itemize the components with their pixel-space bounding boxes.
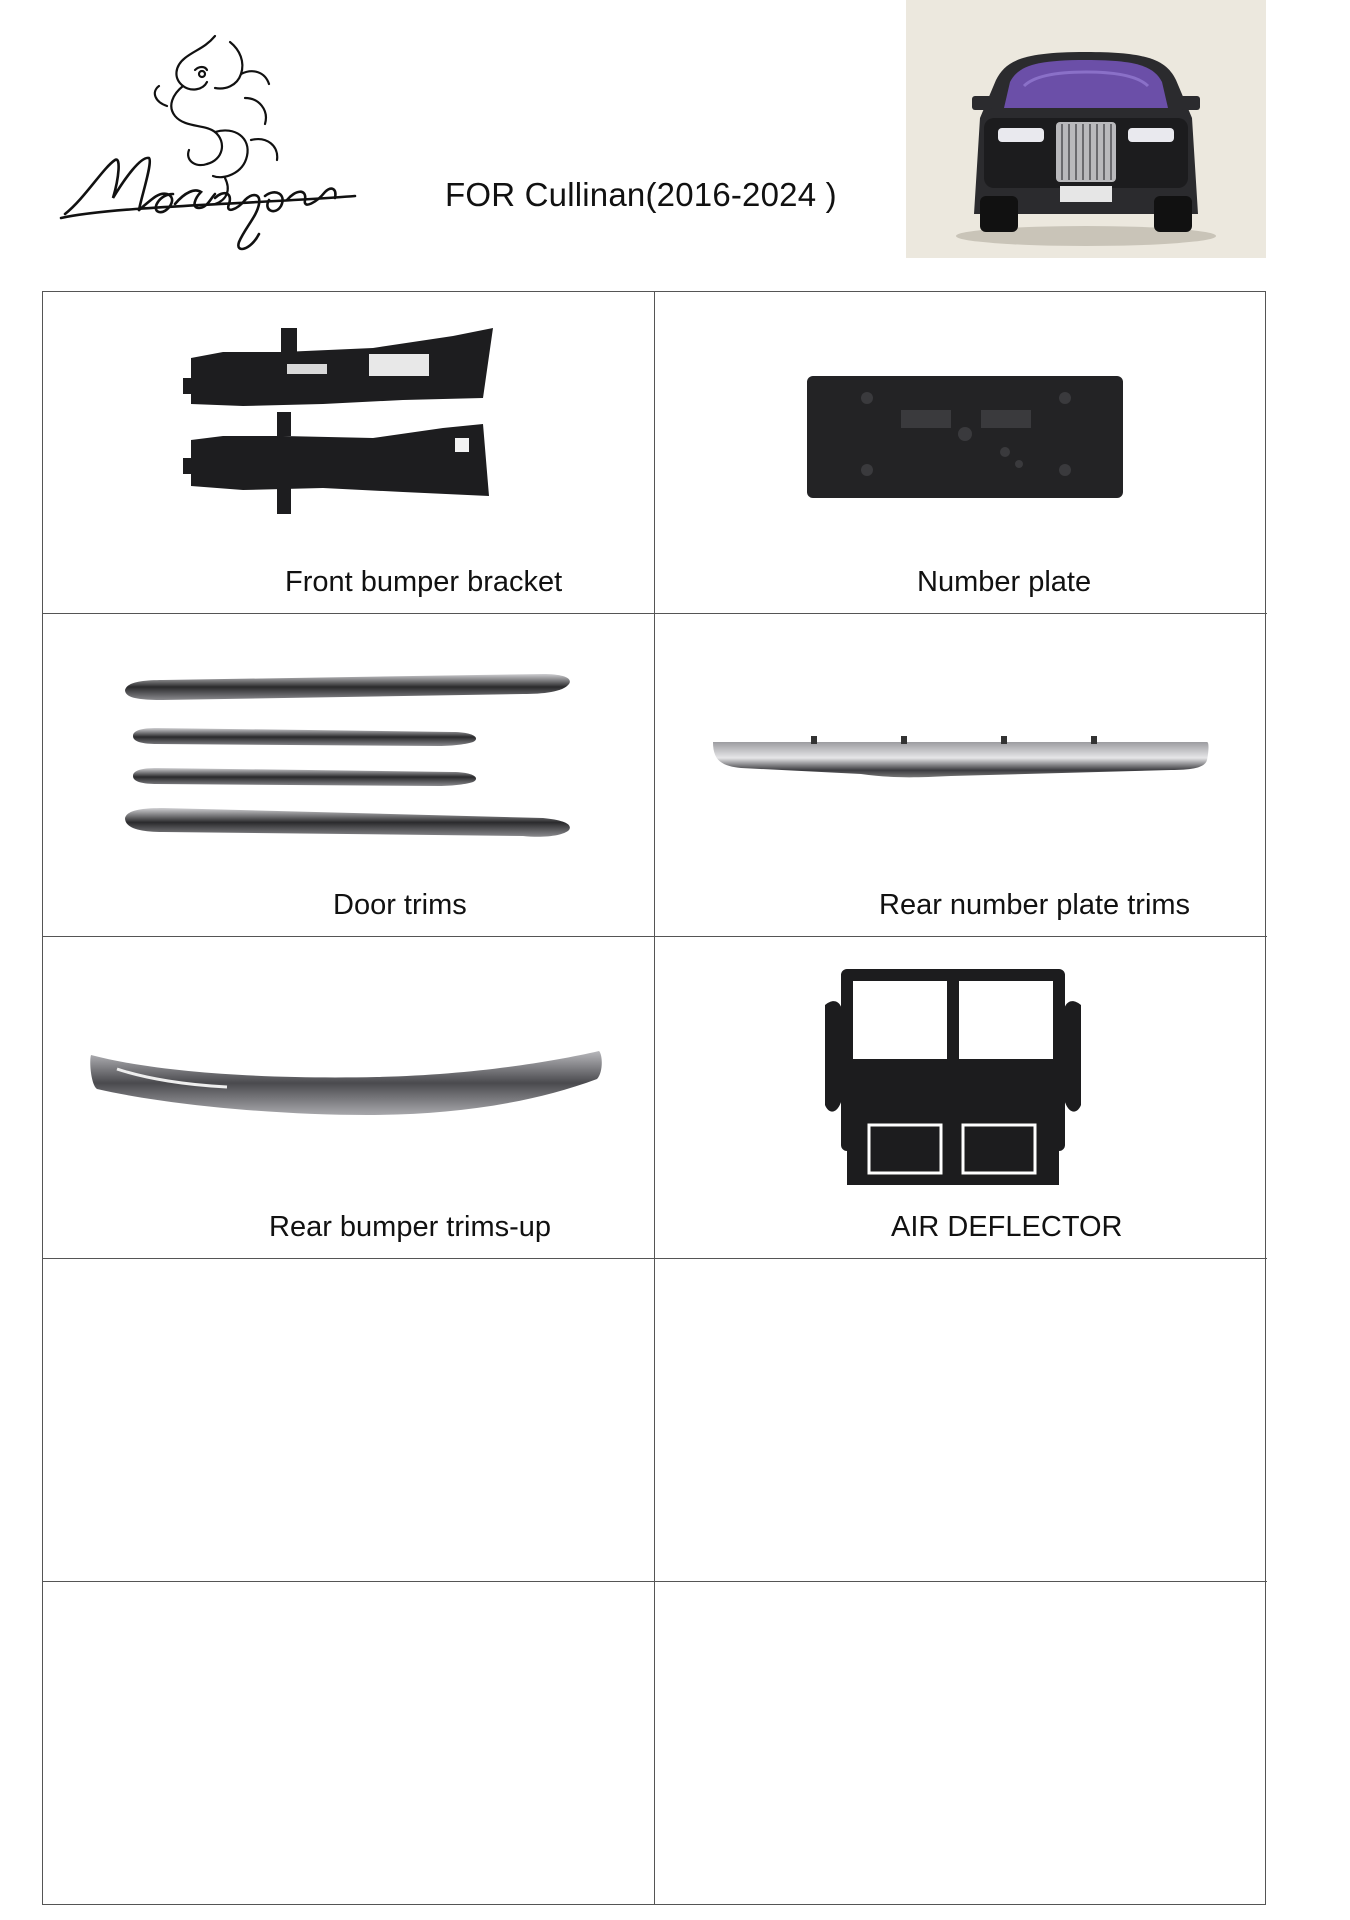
part-cell xyxy=(655,292,1267,614)
parts-grid xyxy=(42,291,1266,1905)
rear-bumper-trim-icon xyxy=(87,1049,607,1133)
header xyxy=(0,0,1350,285)
part-cell xyxy=(655,937,1267,1259)
empty-cell xyxy=(655,1259,1267,1581)
rear-plate-trim-icon xyxy=(711,734,1211,788)
bumper-bracket-icon xyxy=(183,328,503,528)
part-label: AIR DEFLECTOR xyxy=(891,1211,1123,1244)
door-trims-icon xyxy=(123,668,583,848)
part-label: Rear number plate trims xyxy=(879,888,1191,921)
part-cell xyxy=(655,614,1267,936)
suv-front-icon xyxy=(906,0,1266,258)
car-photo xyxy=(906,0,1266,258)
empty-cell xyxy=(655,1582,1267,1904)
part-label: Number plate xyxy=(917,566,1092,599)
empty-cell xyxy=(43,1259,655,1581)
number-plate-icon xyxy=(805,374,1125,500)
empty-cell xyxy=(43,1582,655,1904)
mdragon-logo xyxy=(55,28,395,278)
part-cell xyxy=(43,937,655,1259)
page-title: FOR Cullinan(2016-2024 ) xyxy=(445,176,837,213)
part-label: Door trims xyxy=(333,888,467,921)
part-cell xyxy=(43,614,655,936)
part-label: Front bumper bracket xyxy=(285,566,563,599)
part-label: Rear bumper trims-up xyxy=(269,1211,552,1244)
part-cell xyxy=(43,292,655,614)
air-deflector-icon xyxy=(823,965,1083,1191)
